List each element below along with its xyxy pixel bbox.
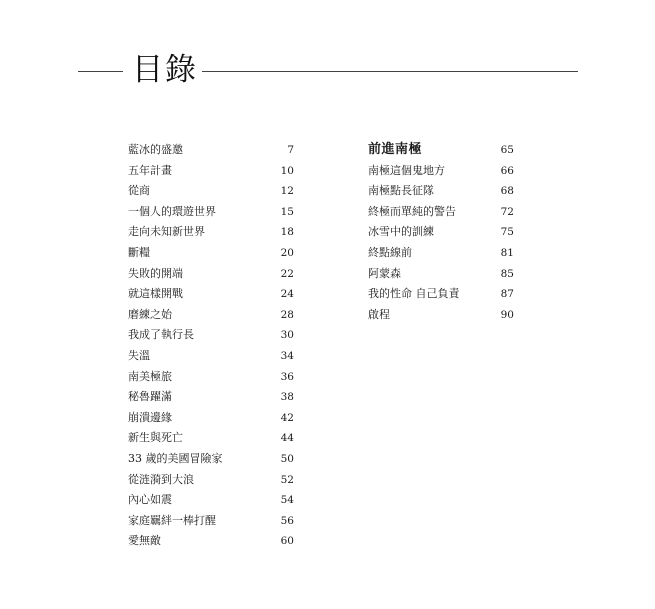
toc-entry (128, 449, 294, 470)
toc-entry-label: 藍冰的盛邀 (128, 143, 183, 156)
toc-entry-page: 54 (280, 494, 294, 507)
toc-section-heading (368, 140, 514, 161)
toc-entry-label: 秘魯躍滿 (128, 390, 172, 404)
toc-entry-page: 66 (500, 164, 514, 177)
toc-entry-label: 從商 (128, 184, 150, 198)
toc-entry-label: 南極點長征隊 (368, 184, 434, 198)
toc-entry (128, 387, 294, 408)
toc-entry-page: 72 (500, 205, 514, 218)
toc-section-page: 65 (500, 144, 514, 156)
toc-entry (128, 264, 294, 285)
toc-entry-label: 南極這個鬼地方 (368, 163, 445, 177)
toc-entry-page: 52 (280, 473, 294, 486)
toc-entry (128, 140, 294, 161)
toc-entry-page: 36 (280, 370, 294, 383)
toc-entry-page: 42 (280, 411, 294, 424)
toc-entry-page: 85 (500, 267, 514, 280)
toc-entry (128, 490, 294, 511)
toc-section-label: 前進南極 (368, 142, 423, 157)
toc-entry (128, 367, 294, 388)
toc-entry-label: 崩潰邊緣 (128, 410, 172, 424)
toc-entry (368, 264, 514, 285)
toc-entry-page: 87 (500, 288, 514, 301)
toc-entry (368, 243, 514, 264)
toc-entry (368, 305, 514, 326)
title-rule-right (202, 71, 578, 72)
toc-entry (368, 161, 514, 182)
toc-entry (128, 470, 294, 491)
toc-entry-page: 12 (280, 185, 294, 198)
toc-entry (128, 202, 294, 223)
toc-entry-label: 一個人的環遊世界 (128, 204, 216, 218)
toc-entry (128, 284, 294, 305)
toc-entry-label: 終極而單純的警告 (368, 204, 456, 218)
title-row (78, 50, 578, 90)
toc-entry-page: 90 (500, 308, 514, 321)
toc-entry-page: 75 (500, 226, 514, 239)
toc-entry-page: 20 (280, 246, 294, 259)
toc-entry-page: 60 (280, 535, 294, 548)
toc-right-column (368, 140, 514, 325)
toc-entry-page: 7 (287, 144, 294, 156)
toc-entry-page: 38 (280, 391, 294, 404)
toc-entry (368, 202, 514, 223)
toc-entry-page: 22 (280, 267, 294, 280)
toc-entry-label: 新生與死亡 (128, 431, 183, 445)
toc-entry-page: 56 (280, 514, 294, 527)
toc-entry-label: 阿蒙森 (368, 266, 401, 280)
title-rule-left (78, 71, 123, 72)
toc-entry (128, 325, 294, 346)
toc-entry-page: 50 (280, 452, 294, 465)
toc-entry-page: 15 (280, 205, 294, 218)
toc-entry-label: 33 歲的美國冒險家 (128, 451, 223, 465)
toc-entry-label: 斷糧 (128, 245, 150, 259)
toc-entry (128, 243, 294, 264)
toc-entry (128, 428, 294, 449)
toc-entry-label: 冰雪中的訓練 (368, 225, 434, 239)
toc-entry (128, 511, 294, 532)
toc-entry-label: 就這樣開戰 (128, 287, 183, 301)
toc-entry-label: 家庭羈絆一棒打醒 (128, 513, 216, 527)
toc-entry (128, 181, 294, 202)
toc-entry-label: 終點線前 (368, 245, 412, 259)
toc-left-column (128, 140, 294, 552)
toc-entry (128, 161, 294, 182)
toc-entry-label: 走向未知新世界 (128, 225, 205, 239)
page-title: 目錄 (132, 52, 198, 88)
toc-entry-label: 我的性命 自己負責 (368, 287, 460, 301)
toc-entry-page: 24 (280, 288, 294, 301)
toc-entry-page: 18 (280, 226, 294, 239)
toc-entry-label: 內心如震 (128, 493, 172, 507)
toc-entry-label: 失溫 (128, 348, 150, 362)
toc-entry (368, 284, 514, 305)
toc-entry-label: 從涟漪到大浪 (128, 472, 194, 486)
toc-entry-label: 我成了執行長 (128, 328, 194, 342)
toc-entry (128, 408, 294, 429)
toc-entry-label: 磨練之始 (128, 307, 172, 321)
toc-entry (128, 346, 294, 367)
toc-entry-page: 34 (280, 349, 294, 362)
toc-entry-page: 30 (280, 329, 294, 342)
toc-entry-label: 啟程 (368, 307, 390, 321)
toc-entry-label: 南美極旅 (128, 369, 172, 383)
toc-entry-label: 失敗的開端 (128, 266, 183, 280)
toc-entry (128, 305, 294, 326)
toc-entry-page: 28 (280, 308, 294, 321)
toc-entry-page: 68 (500, 185, 514, 198)
toc-entry (368, 181, 514, 202)
toc-entry-page: 44 (280, 432, 294, 445)
toc-entry (368, 222, 514, 243)
toc-entry (128, 222, 294, 243)
toc-entry-page: 81 (500, 246, 514, 259)
toc-entry-label: 五年計畫 (128, 163, 172, 177)
toc-entry-page: 10 (280, 164, 294, 177)
toc-entry-label: 愛無敵 (128, 534, 161, 548)
toc-entry (128, 531, 294, 552)
